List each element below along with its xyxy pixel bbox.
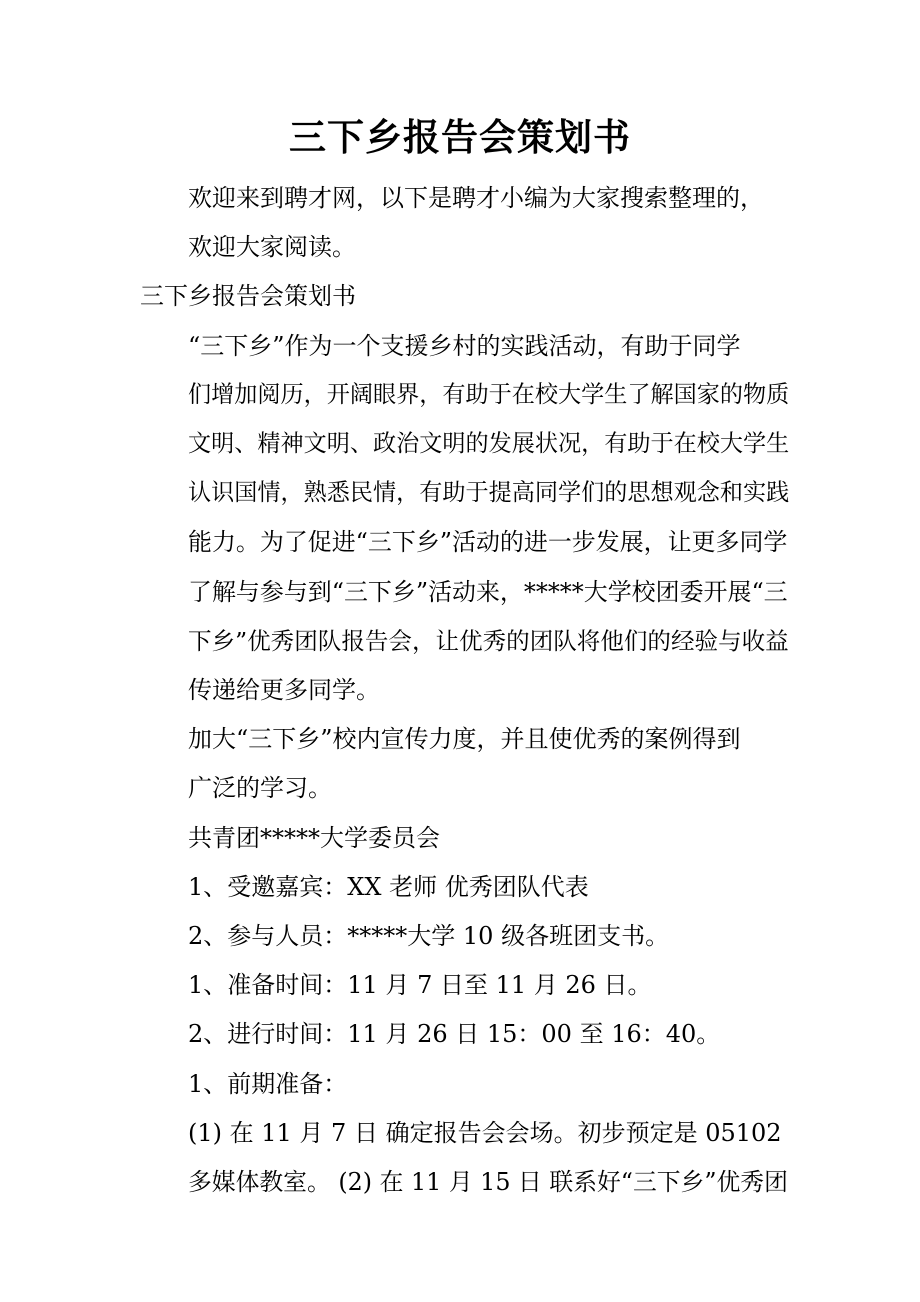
text-line: 共青团*****大学委员会: [188, 823, 440, 852]
paragraph: [140, 814, 788, 863]
paragraph: [140, 272, 788, 321]
document-body: [140, 174, 788, 1207]
text-line: 广泛的学习。: [188, 774, 332, 803]
paragraph: [140, 961, 788, 1010]
paragraph: [140, 1109, 788, 1207]
text-line: 1、准备时间：11 月 7 日至 11 月 26 日。: [188, 971, 652, 1000]
text-line: 了解与参与到“三下乡”活动来，*****大学校团委开展“三: [188, 577, 788, 606]
text-line: 欢迎来到聘才网，以下是聘才小编为大家搜索整理的，: [188, 184, 764, 212]
paragraph: [140, 1010, 788, 1059]
text-line: 欢迎大家阅读。: [188, 233, 356, 262]
text-line: 三下乡报告会策划书: [140, 282, 356, 311]
text-line: 加大“三下乡”校内宣传力度，并且使优秀的案例得到: [188, 725, 741, 754]
paragraph: [140, 715, 788, 813]
text-line: 1、受邀嘉宾：XX 老师 优秀团队代表: [188, 872, 589, 901]
paragraph: [140, 1060, 788, 1109]
text-line: 们增加阅历，开阔眼界，有助于在校大学生了解国家的物质: [188, 381, 790, 408]
paragraph: [140, 912, 788, 961]
text-line: 多媒体教室。 (2) 在 11 月 15 日 联系好“三下乡”优秀团: [188, 1168, 788, 1197]
text-line: (1) 在 11 月 7 日 确定报告会会场。初步预定是 05102: [188, 1118, 782, 1147]
text-line: 能力。为了促进“三下乡”活动的进一步发展，让更多同学: [188, 528, 788, 557]
text-line: 文明、精神文明、政治文明的发展状况，有助于在校大学生: [188, 431, 790, 458]
text-line: 2、进行时间：11 月 26 日 15：00 至 16：40。: [188, 1020, 721, 1049]
text-line: 1、前期准备：: [188, 1069, 348, 1098]
text-line: 下乡”优秀团队报告会，让优秀的团队将他们的经验与收益: [188, 626, 789, 655]
paragraph: [140, 174, 788, 272]
text-line: 2、参与人员：*****大学 10 级各班团支书。: [188, 922, 670, 951]
text-line: 认识国情，熟悉民情，有助于提高同学们的思想观念和实践: [188, 480, 790, 507]
document-title: 三下乡报告会策划书: [289, 115, 631, 159]
text-line: 传递给更多同学。: [188, 676, 380, 705]
text-line: “三下乡”作为一个支援乡村的实践活动，有助于同学: [188, 331, 741, 360]
paragraph: [140, 863, 788, 912]
paragraph: [140, 322, 788, 716]
